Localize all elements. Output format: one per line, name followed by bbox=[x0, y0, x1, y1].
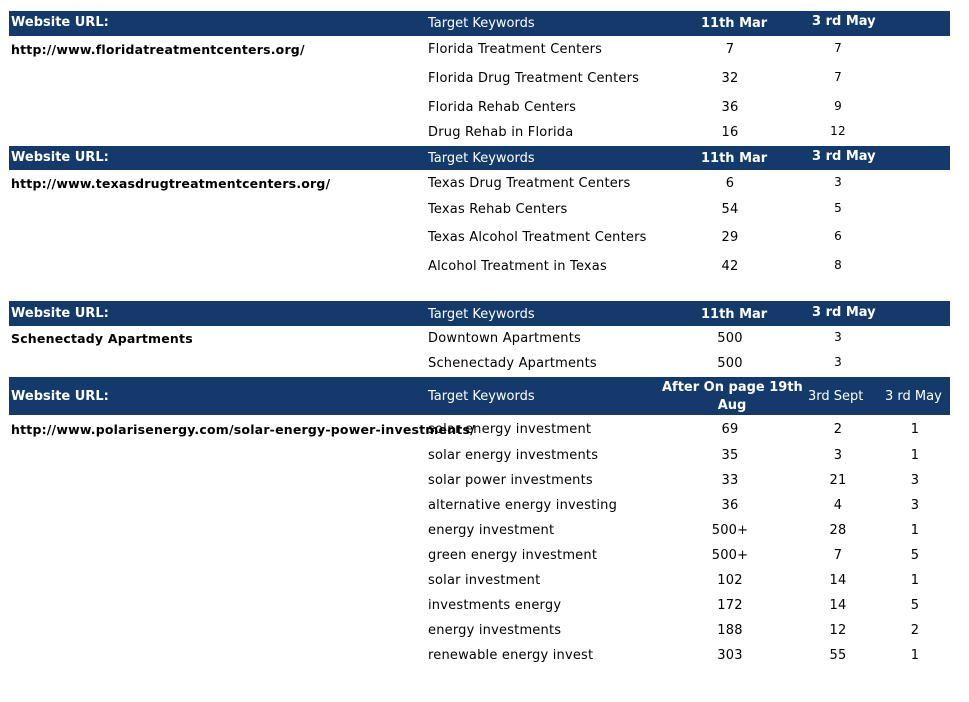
rank-cell: 14 bbox=[829, 573, 847, 588]
rank-cell: 54 bbox=[721, 202, 739, 217]
rank-cell: 3 bbox=[834, 355, 842, 369]
keyword-cell: energy investments bbox=[428, 623, 562, 638]
keyword-cell: solar energy investments bbox=[428, 448, 599, 463]
rank-cell: 3 bbox=[834, 330, 842, 344]
website-url: http://www.floridatreatmentcenters.org/ bbox=[11, 42, 305, 57]
keyword-cell: Downtown Apartments bbox=[428, 331, 582, 346]
keyword-cell: Texas Alcohol Treatment Centers bbox=[428, 230, 647, 245]
url-column-header: Website URL: bbox=[11, 15, 109, 30]
rank-cell: 29 bbox=[721, 230, 739, 245]
date-column-header-1: After On page 19th bbox=[662, 380, 803, 395]
date-column-header-2: 3 rd May bbox=[812, 305, 876, 320]
rank-cell: 102 bbox=[717, 573, 743, 588]
rank-cell: 2 bbox=[833, 422, 843, 437]
rank-cell: 5 bbox=[910, 548, 920, 563]
rank-cell: 36 bbox=[721, 100, 739, 115]
keywords-column-header: Target Keywords bbox=[428, 16, 535, 31]
url-column-header: Website URL: bbox=[11, 150, 109, 165]
rank-cell: 7 bbox=[725, 42, 735, 57]
rank-cell: 1 bbox=[910, 448, 920, 463]
date-column-header-1: 11th Mar bbox=[701, 151, 768, 166]
keyword-cell: Alcohol Treatment in Texas bbox=[428, 259, 607, 274]
rank-cell: 500+ bbox=[711, 548, 749, 563]
website-url: Schenectady Apartments bbox=[11, 331, 193, 346]
rank-cell: 7 bbox=[834, 41, 842, 55]
date-column-header-3: 3 rd May bbox=[885, 389, 942, 404]
keyword-cell: solar investment bbox=[428, 573, 541, 588]
section-4-header bbox=[9, 377, 950, 415]
date-column-header-1-line2: Aug bbox=[717, 398, 747, 413]
rank-cell: 12 bbox=[829, 623, 847, 638]
rank-cell: 36 bbox=[721, 498, 739, 513]
rank-cell: 16 bbox=[721, 125, 739, 140]
rank-cell: 28 bbox=[829, 523, 847, 538]
url-column-header: Website URL: bbox=[11, 306, 109, 321]
rank-cell: 5 bbox=[834, 201, 842, 215]
rank-cell: 55 bbox=[829, 648, 847, 663]
rank-cell: 6 bbox=[725, 176, 735, 191]
rank-cell: 33 bbox=[721, 473, 739, 488]
keyword-cell: Texas Drug Treatment Centers bbox=[428, 176, 631, 191]
rank-cell: 3 bbox=[910, 498, 920, 513]
keyword-cell: alternative energy investing bbox=[428, 498, 618, 513]
rank-cell: 3 bbox=[833, 448, 843, 463]
rank-cell: 500 bbox=[717, 331, 743, 346]
rank-cell: 172 bbox=[717, 598, 743, 613]
rank-cell: 42 bbox=[721, 259, 739, 274]
section-3-header bbox=[9, 301, 950, 326]
rank-cell: 12 bbox=[830, 124, 846, 138]
keyword-cell: green energy investment bbox=[428, 548, 598, 563]
keyword-cell: Florida Drug Treatment Centers bbox=[428, 71, 640, 86]
keyword-cell: solar energy investment bbox=[428, 422, 592, 437]
rank-cell: 1 bbox=[910, 573, 920, 588]
rank-cell: 7 bbox=[833, 548, 843, 563]
date-column-header-2: 3rd Sept bbox=[808, 389, 864, 404]
rank-cell: 5 bbox=[910, 598, 920, 613]
rank-cell: 3 bbox=[910, 473, 920, 488]
rank-cell: 1 bbox=[910, 523, 920, 538]
rank-cell: 9 bbox=[834, 99, 842, 113]
keyword-cell: Drug Rehab in Florida bbox=[428, 125, 574, 140]
url-column-header: Website URL: bbox=[11, 389, 109, 404]
date-column-header-2: 3 rd May bbox=[812, 149, 876, 164]
keywords-column-header: Target Keywords bbox=[428, 307, 535, 322]
date-column-header-1: 11th Mar bbox=[701, 16, 768, 31]
date-column-header-1: 11th Mar bbox=[701, 307, 768, 322]
rank-cell: 6 bbox=[834, 229, 842, 243]
rank-cell: 303 bbox=[717, 648, 743, 663]
rank-cell: 8 bbox=[834, 258, 842, 272]
rank-cell: 1 bbox=[910, 648, 920, 663]
rank-cell: 1 bbox=[910, 422, 920, 437]
rank-cell: 2 bbox=[910, 623, 920, 638]
rank-cell: 69 bbox=[721, 422, 739, 437]
section-2-header bbox=[9, 146, 950, 170]
rank-cell: 4 bbox=[833, 498, 843, 513]
keyword-cell: Florida Treatment Centers bbox=[428, 42, 603, 57]
rank-cell: 32 bbox=[721, 71, 739, 86]
keyword-cell: energy investment bbox=[428, 523, 555, 538]
keyword-cell: investments energy bbox=[428, 598, 562, 613]
keywords-column-header: Target Keywords bbox=[428, 389, 535, 404]
section-1-header bbox=[9, 11, 950, 36]
keyword-cell: Texas Rehab Centers bbox=[428, 202, 568, 217]
rank-cell: 14 bbox=[829, 598, 847, 613]
website-url: http://www.texasdrugtreatmentcenters.org/ bbox=[11, 176, 331, 191]
website-url: http://www.polarisenergy.com/solar-energy-power-investments/ bbox=[11, 422, 475, 437]
rank-cell: 3 bbox=[834, 175, 842, 189]
keyword-cell: Florida Rehab Centers bbox=[428, 100, 577, 115]
rank-cell: 188 bbox=[717, 623, 743, 638]
rank-cell: 21 bbox=[829, 473, 847, 488]
rank-cell: 7 bbox=[834, 70, 842, 84]
date-column-header-2: 3 rd May bbox=[812, 14, 876, 29]
keywords-column-header: Target Keywords bbox=[428, 151, 535, 166]
rank-cell: 500 bbox=[717, 356, 743, 371]
keyword-cell: solar power investments bbox=[428, 473, 593, 488]
keyword-cell: Schenectady Apartments bbox=[428, 356, 597, 371]
rank-cell: 35 bbox=[721, 448, 739, 463]
keyword-cell: renewable energy invest bbox=[428, 648, 594, 663]
rank-cell: 500+ bbox=[711, 523, 749, 538]
